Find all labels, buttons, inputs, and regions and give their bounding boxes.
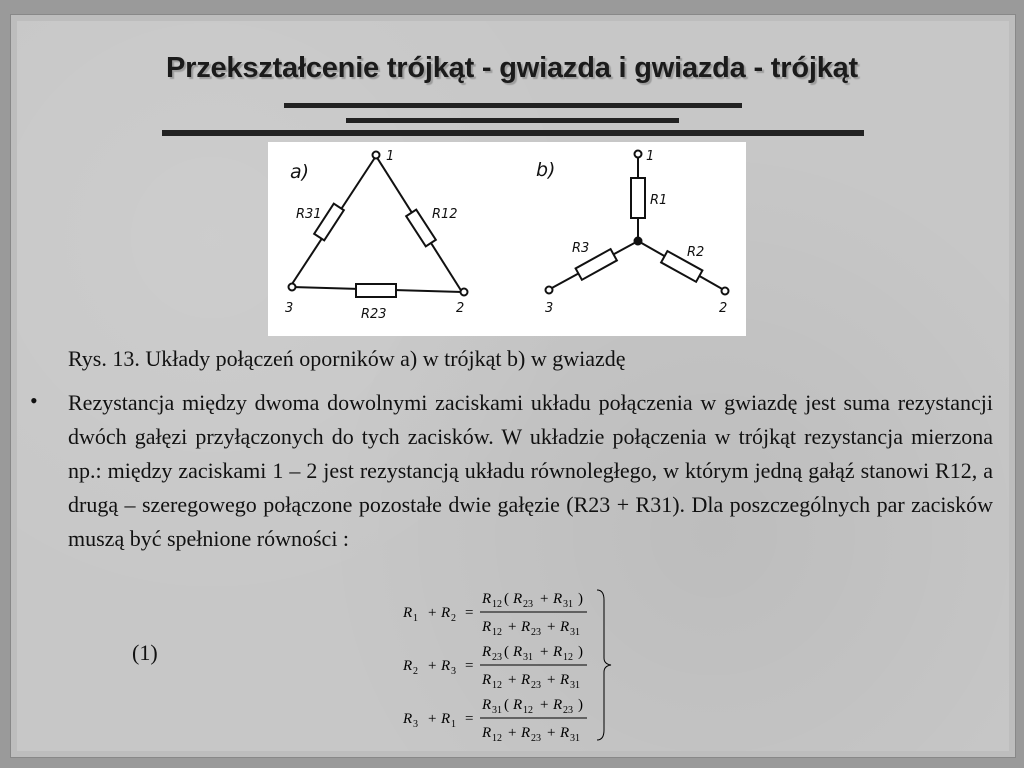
eq3-num-a-subscript: 31 [492,705,502,716]
eq3-den-a-subscript: 12 [492,733,502,744]
eq1-den-plus2: + [547,619,556,635]
delta-node-3 [289,284,296,291]
eq3-den-c-subscript: 31 [570,733,580,744]
eq2-den-plus: + [508,672,517,688]
eq3-num-c-subscript: 23 [563,705,573,716]
eq1-equals: = [465,605,474,621]
eq2-num-a-symbol: R [482,644,492,660]
delta-label-r23: R23 [361,307,387,322]
eq3-lhs-b-subscript: 1 [451,719,456,730]
eq1-lhs-a-symbol: R [403,605,413,621]
eq1-num-close: ) [578,591,583,607]
delta-label: a) [290,161,310,183]
eq2-den-b-subscript: 23 [531,680,541,691]
eq1-den-a-symbol: R [482,619,492,635]
eq2-num-plus: + [540,644,549,660]
resistor-r1 [631,178,645,218]
eq1-num-a-symbol: R [482,591,492,607]
figure-caption: Rys. 13. Układy połączeń oporników a) w trójkąt b) w gwiazdę [68,346,626,371]
page-title: Przekształcenie trójkąt - gwiazda i gwiazda - trójkąt [165,52,859,84]
star-node-1 [635,151,642,158]
star-label: b) [536,159,556,181]
eq3-lhs-b-symbol: R [441,711,451,727]
eq3-num-open: ( [504,697,509,713]
eq1-num-c-subscript: 31 [563,599,573,610]
equation-number: (1) [132,640,158,665]
equation-brace [597,590,611,740]
eq2-num-a-subscript: 23 [492,652,502,663]
eq3-lhs-plus: + [428,711,437,727]
eq2-lhs-b-subscript: 3 [451,666,456,677]
eq2-num-c-symbol: R [553,644,563,660]
delta-node-2 [461,289,468,296]
eq1-den-plus: + [508,619,517,635]
eq3-lhs-a-subscript: 3 [413,719,418,730]
eq3-den-plus2: + [547,725,556,741]
star-node-2-label: 2 [719,301,728,316]
eq1-lhs-a-subscript: 1 [413,613,418,624]
eq3-num-b-symbol: R [513,697,523,713]
eq3-lhs-a-symbol: R [403,711,413,727]
delta-label-r31: R31 [296,207,322,222]
bullet-paragraph: Rezystancja między dwoma dowolnymi zaciskami układu połączenia w gwiazdę jest suma rezystancji dwóch gałęzi przyłączonych do tych zacisków. W układzie połączenia w trójkąt rezystancja mierzona np.: między zaciskami 1 – 2 jest rezystancją układu równoległego, w którym jedną gałąź stanowi R12, a drugą – szeregowego połączone pozostałe dwie gałęzie (R23 + R31). Dla poszczególnych par zacisków muszą być spełnione równości : [68,390,993,551]
eq2-num-open: ( [504,644,509,660]
eq1-lhs-b-symbol: R [441,605,451,621]
eq1-num-b-symbol: R [513,591,523,607]
delta-node-3-label: 3 [285,301,294,316]
eq3-num-plus: + [540,697,549,713]
eq2-num-close: ) [578,644,583,660]
equation-system [395,586,625,749]
eq3-num-a-symbol: R [482,697,492,713]
equations-svg [395,586,625,744]
star-label-r3: R3 [572,241,590,256]
eq2-den-c-subscript: 31 [570,680,580,691]
star-circuit [546,151,729,295]
eq3-den-a-symbol: R [482,725,492,741]
eq3-equals: = [465,711,474,727]
eq2-lhs-b-symbol: R [441,658,451,674]
bullet-marker: • [30,388,38,413]
eq1-den-a-subscript: 12 [492,627,502,638]
eq2-equals: = [465,658,474,674]
eq1-lhs-b-subscript: 2 [451,613,456,624]
circuit-figure [268,142,746,336]
eq2-num-b-symbol: R [513,644,523,660]
star-label-r1: R1 [650,193,668,208]
eq1-num-a-subscript: 12 [492,599,502,610]
title-underline-1 [284,103,742,108]
eq2-den-plus2: + [547,672,556,688]
eq3-den-c-symbol: R [560,725,570,741]
eq2-den-a-symbol: R [482,672,492,688]
eq1-lhs-plus: + [428,605,437,621]
star-node-3-label: 3 [545,301,554,316]
eq3-num-close: ) [578,697,583,713]
eq3-num-c-symbol: R [553,697,563,713]
eq2-den-a-subscript: 12 [492,680,502,691]
eq2-den-b-symbol: R [521,672,531,688]
star-label-r2: R2 [687,245,705,260]
eq1-num-plus: + [540,591,549,607]
delta-node-1 [373,152,380,159]
eq1-num-c-symbol: R [553,591,563,607]
eq1-den-b-symbol: R [521,619,531,635]
title-underline-3 [162,130,864,136]
delta-node-1-label: 1 [386,149,395,164]
circuit-diagram [268,142,746,336]
eq1-den-b-subscript: 23 [531,627,541,638]
eq2-lhs-a-subscript: 2 [413,666,418,677]
eq3-den-plus: + [508,725,517,741]
eq1-num-b-subscript: 23 [523,599,533,610]
eq3-den-b-subscript: 23 [531,733,541,744]
star-node-2 [722,288,729,295]
eq1-den-c-symbol: R [560,619,570,635]
star-node-1-label: 1 [646,149,655,164]
eq2-lhs-a-symbol: R [403,658,413,674]
delta-circuit [289,152,468,298]
eq2-num-b-subscript: 31 [523,652,533,663]
eq3-den-b-symbol: R [521,725,531,741]
eq1-den-c-subscript: 31 [570,627,580,638]
eq2-den-c-symbol: R [560,672,570,688]
eq2-num-c-subscript: 12 [563,652,573,663]
title-underline-2 [346,118,679,123]
delta-node-2-label: 2 [456,301,465,316]
resistor-r23 [356,284,396,297]
eq1-num-open: ( [504,591,509,607]
delta-label-r12: R12 [432,207,458,222]
eq3-num-b-subscript: 12 [523,705,533,716]
star-node-3 [546,287,553,294]
eq2-lhs-plus: + [428,658,437,674]
star-center-node [635,238,642,245]
